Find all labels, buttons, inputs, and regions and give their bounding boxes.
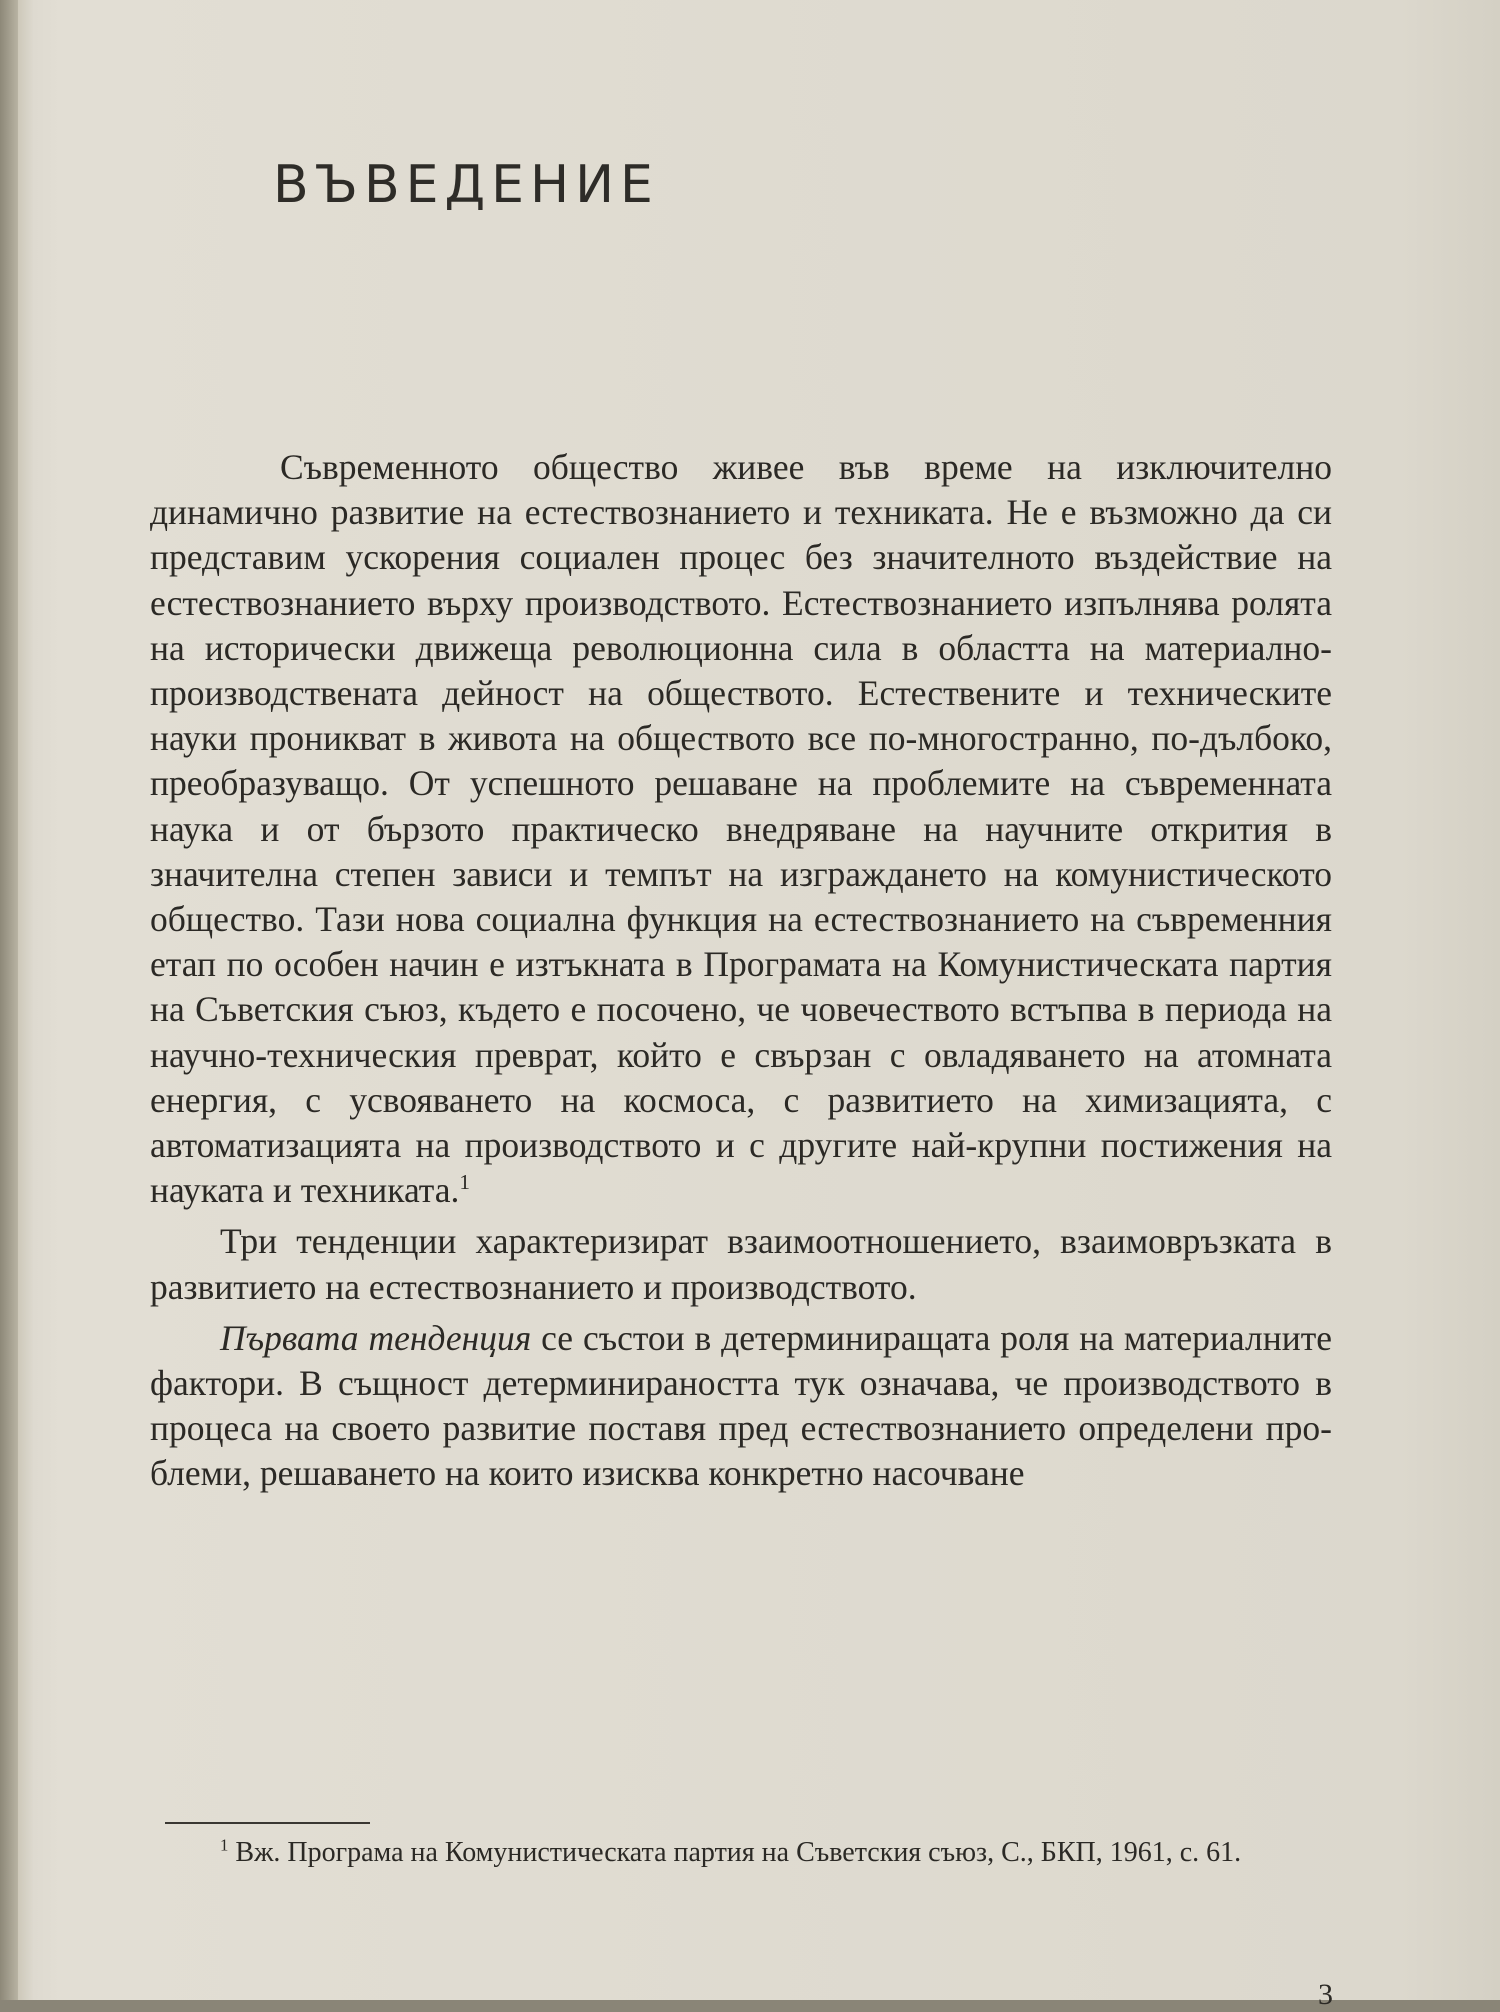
paragraph-first-tendency [150, 1316, 1332, 1497]
paragraph-first-tendency-text: се състои в детерминиращата роля на материалните фактори. В същност детерминираността тук означава, че производството в процеса на своето развитие поставя пред естествознанието определени проблеми, решаването на които изисква конкретно насочване [150, 1317, 1332, 1494]
body-text [150, 445, 1332, 1497]
footnote-mark: 1 [220, 1835, 229, 1855]
footnote-text: Вж. Програма на Комунистическата партия на Съветския съюз, С., БКП, 1961, с. 61. [228, 1837, 1242, 1868]
paragraph-intro-text: Съвременното общество живее във време на изключително динамично развитие на естествознанието и техниката. Не е възможно да си представим ускорения социален процес без значителното въздействие на естествознанието върху производството. Естествознанието изпълнява ролята на исторически движеща революционна сила в областта на материално-производствената дейност на обществото. Естествените и техническите науки проникват в живота на обществото все по-многостранно, по-дълбоко, преобразуващо. От успешното решаване на проблемите на съвременната наука и от бързото практическо внедряване на научните открития в значителна степен зависи и темпът на изграждането на комунистическото общество. Тази нова социална функция на естествознанието на съвременния етап по особен начин е изтъкната в Програмата на Комунистическата партия на Съветския съюз, където е посочено, че човечеството встъпва в периода на научно-техническия преврат, който е свързан с овладяването на атомната енергия, с усвояването на космоса, с развитието на химизацията, с автоматизацията на производството и с другите най-крупни постижения на науката и техниката. [150, 447, 1332, 1211]
emphasis-first-tendency: Първата тенденция [220, 1317, 532, 1358]
book-gutter-shadow [0, 0, 18, 2000]
footnote-reference: 1 [459, 1170, 471, 1195]
paragraph-intro [150, 445, 1332, 1213]
footnote [165, 1834, 1335, 1872]
chapter-title: ВЪВЕДЕНИЕ [273, 155, 659, 215]
footnote-divider [165, 1822, 370, 1824]
paragraph-tendencies: Три тенденции характеризират взаимоотношението, взаимовръзката в развитието на естествознанието и производството. [150, 1221, 1332, 1307]
footnote-line [165, 1834, 1335, 1872]
page-number: 3 [1318, 1978, 1333, 2011]
